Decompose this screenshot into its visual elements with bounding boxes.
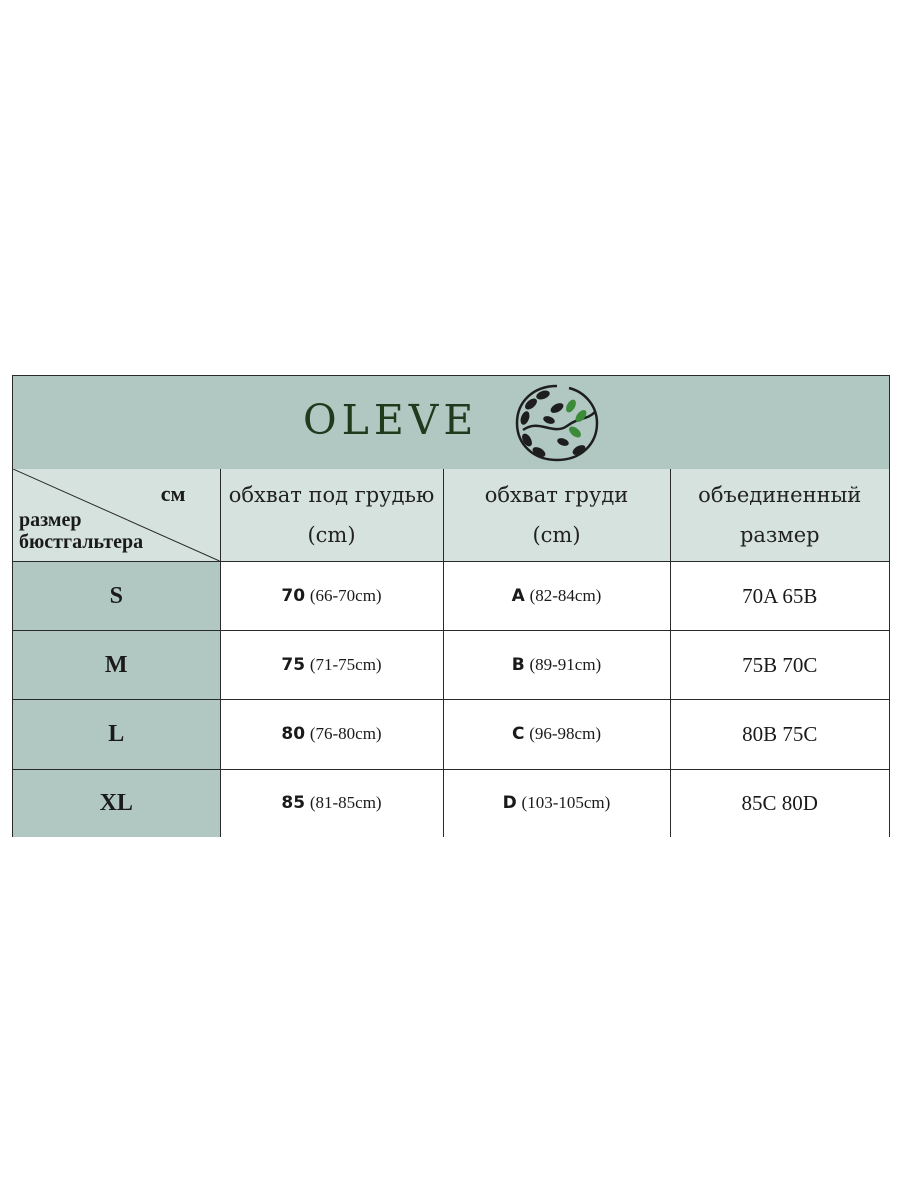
corner-cell — [13, 469, 220, 562]
underbust-cell: 80 (76-80cm) — [220, 700, 443, 769]
underbust-cell: 70 (66-70cm) — [220, 562, 443, 631]
size-chart — [12, 375, 890, 837]
size-cell: XL — [13, 769, 220, 837]
column-header-bust: обхват груди (cm) — [443, 469, 670, 562]
size-cell: S — [13, 562, 220, 631]
size-cell: M — [13, 631, 220, 700]
header-row — [13, 469, 889, 562]
bust-cell: B (89-91cm) — [443, 631, 670, 700]
table-row — [13, 631, 889, 700]
table-row — [13, 769, 889, 837]
combined-cell: 75B 70C — [670, 631, 889, 700]
combined-cell: 85C 80D — [670, 769, 889, 837]
underbust-cell: 85 (81-85cm) — [220, 769, 443, 837]
size-table — [13, 469, 889, 837]
column-header-combined: объединенный размер — [670, 469, 889, 562]
combined-cell: 80B 75C — [670, 700, 889, 769]
bust-cell: A (82-84cm) — [443, 562, 670, 631]
table-row — [13, 562, 889, 631]
underbust-cell: 75 (71-75cm) — [220, 631, 443, 700]
combined-cell: 70A 65B — [670, 562, 889, 631]
brand-header — [13, 376, 889, 470]
unit-label: см — [160, 481, 186, 506]
size-label: размер бюстгальтера — [19, 509, 144, 553]
brand-name: OLEVE — [303, 396, 479, 444]
bust-cell: C (96-98cm) — [443, 700, 670, 769]
table-row — [13, 700, 889, 769]
size-cell: L — [13, 700, 220, 769]
column-header-underbust: обхват под грудью (cm) — [220, 469, 443, 562]
bust-cell: D (103-105cm) — [443, 769, 670, 837]
leaf-wreath-icon — [509, 380, 605, 466]
